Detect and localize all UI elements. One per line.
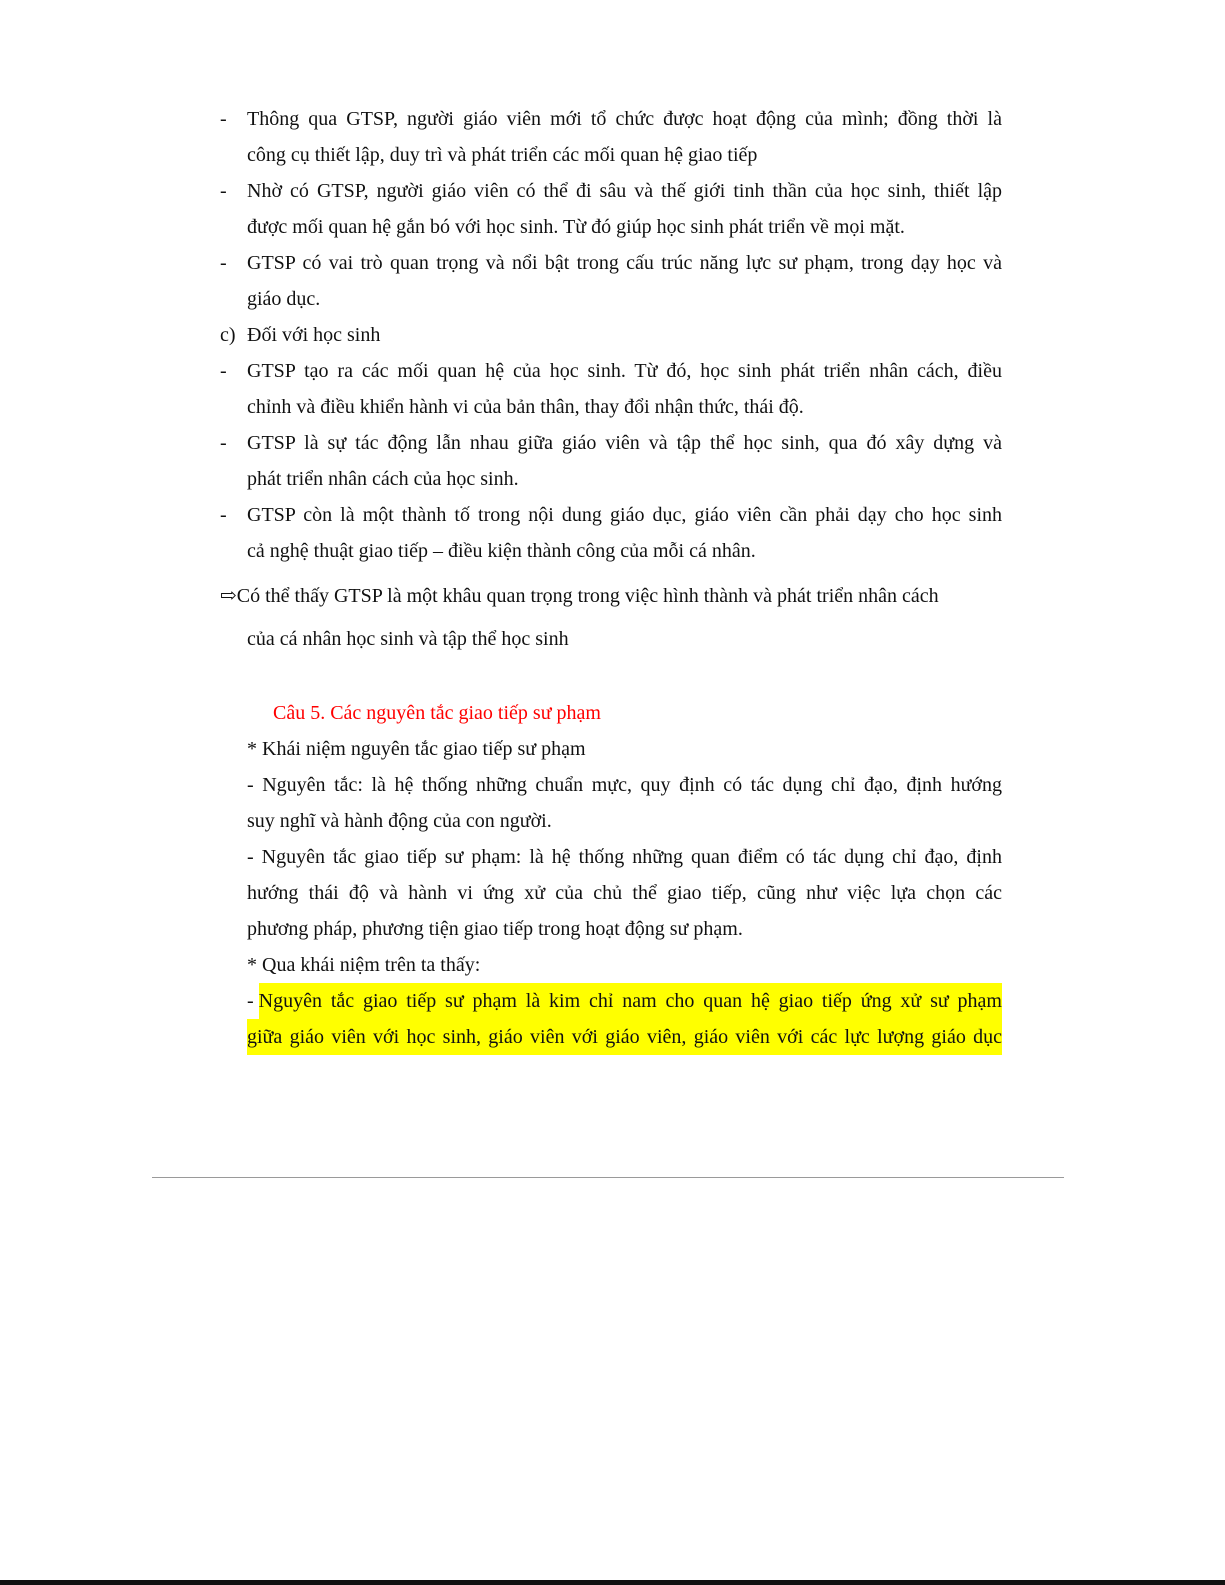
bullet-marker: - (220, 360, 227, 382)
observation-title: * Qua khái niệm trên ta thấy: (247, 954, 481, 976)
paragraph-line: phương pháp, phương tiện giao tiếp trong hoạt động sư phạm. (247, 918, 743, 940)
conclusion-line: của cá nhân học sinh và tập thể học sinh (247, 628, 569, 650)
list-item (220, 425, 1002, 497)
conclusion-line (220, 575, 1002, 618)
list-item (220, 173, 1002, 245)
bullet-marker: - (220, 180, 227, 202)
subsection-title: Đối với học sinh (247, 324, 381, 346)
subsection-heading (220, 317, 1002, 353)
concept-title: * Khái niệm nguyên tắc giao tiếp sư phạm (247, 738, 586, 760)
page-divider (152, 1177, 1064, 1178)
bullet-marker: - (220, 252, 227, 274)
highlighted-text: Nguyên tắc giao tiếp sư phạm là kim chỉ nam cho quan hệ giao tiếp ứng xử sư phạm (259, 983, 1002, 1019)
question-heading: Câu 5. Các nguyên tắc giao tiếp sư phạm (273, 702, 601, 724)
paragraph-line: chỉnh và điều khiển hành vi của bản thân, thay đổi nhận thức, thái độ. (247, 396, 804, 418)
paragraph-line: phát triển nhân cách của học sinh. (247, 468, 519, 490)
subsection-marker: c) (220, 324, 236, 346)
bullet-marker: - (220, 504, 227, 526)
list-item (220, 101, 1002, 173)
conclusion (220, 575, 1002, 661)
paragraph-line: GTSP tạo ra các mối quan hệ của học sinh. Từ đó, học sinh phát triển nhân cách, điều (247, 360, 1002, 382)
paragraph-line: GTSP là sự tác động lẫn nhau giữa giáo viên và tập thể học sinh, qua đó xây dựng và (247, 432, 1002, 454)
highlighted-text: giữa giáo viên với học sinh, giáo viên với giáo viên, giáo viên với các lực lượng giáo dục (247, 1019, 1002, 1055)
list-item (220, 245, 1002, 317)
bullet-marker: - (220, 432, 227, 454)
paragraph-line: GTSP còn là một thành tố trong nội dung giáo dục, giáo viên cần phải dạy cho học sinh (247, 504, 1002, 526)
paragraph-line: Thông qua GTSP, người giáo viên mới tổ chức được hoạt động của mình; đồng thời là (247, 108, 1002, 130)
paragraph-line: cả nghệ thuật giao tiếp – điều kiện thành công của mỗi cá nhân. (247, 540, 756, 562)
bullet-marker: - (220, 108, 227, 130)
bottom-edge-bar (0, 1580, 1225, 1585)
teacher-role-list (220, 101, 1002, 569)
paragraph-line: - Nguyên tắc: là hệ thống những chuẩn mực, quy định có tác dụng chỉ đạo, định hướng (247, 774, 1002, 796)
highlighted-line (247, 983, 1002, 1019)
conclusion-text: Có thể thấy GTSP là một khâu quan trọng trong việc hình thành và phát triển nhân cách (236, 585, 939, 607)
list-item (220, 353, 1002, 425)
dash-marker: - (247, 990, 259, 1012)
paragraph-line: được mối quan hệ gắn bó với học sinh. Từ đó giúp học sinh phát triển về mọi mặt. (247, 216, 905, 238)
paragraph-line: GTSP có vai trò quan trọng và nổi bật trong cấu trúc năng lực sư phạm, trong dạy học và (247, 252, 1002, 274)
list-item (220, 497, 1002, 569)
paragraph-line: hướng thái độ và hành vi ứng xử của chủ thể giao tiếp, cũng như việc lựa chọn các (247, 882, 1002, 904)
paragraph-line: suy nghĩ và hành động của con người. (247, 810, 552, 832)
arrow-icon: ⇨ (220, 585, 237, 607)
paragraph-line: công cụ thiết lập, duy trì và phát triển các mối quan hệ giao tiếp (247, 144, 758, 166)
paragraph-line: - Nguyên tắc giao tiếp sư phạm: là hệ thống những quan điểm có tác dụng chỉ đạo, định (247, 846, 1002, 868)
paragraph-line: Nhờ có GTSP, người giáo viên có thể đi sâu và thế giới tinh thần của học sinh, thiết lập (247, 180, 1002, 202)
paragraph-line: giáo dục. (247, 288, 321, 310)
question-5-section (220, 695, 1002, 1055)
